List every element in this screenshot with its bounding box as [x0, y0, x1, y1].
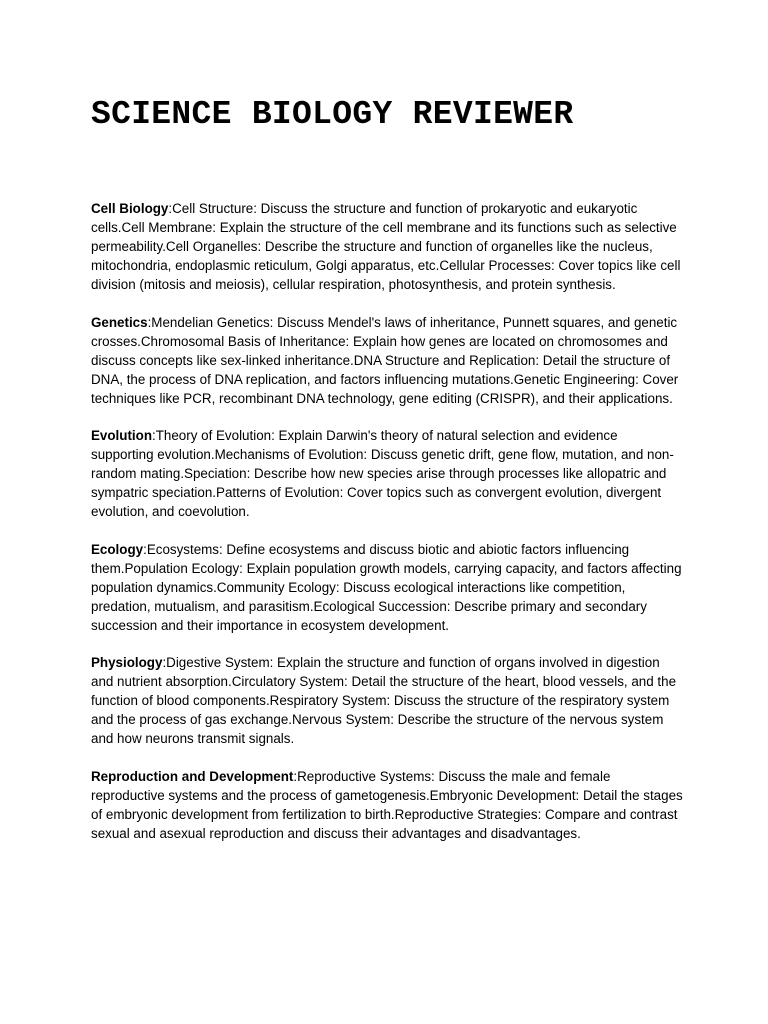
section-heading: Cell Biology	[91, 201, 169, 216]
section-heading: Ecology	[91, 541, 144, 557]
section-reproduction-and-development	[91, 767, 683, 843]
section-heading: Evolution	[91, 428, 152, 443]
document-body	[91, 199, 683, 861]
page-title: SCIENCE BIOLOGY REVIEWER	[91, 96, 574, 133]
section-genetics	[91, 313, 683, 408]
section-body: :Ecosystems: Define ecosystems and discuss biotic and abiotic factors influencing them.Population Ecology: Explain population growth models, carrying capacity, and factors affecting population dynamics.Community Ecology: Discuss ecological interactions like competition, predation, mutualism, and parasitism.Ecological Succession: Describe primary and secondary succession and their importance in ecosystem development.	[91, 541, 682, 633]
section-ecology	[91, 540, 683, 635]
section-evolution	[91, 426, 683, 521]
section-body: :Digestive System: Explain the structure and function of organs involved in digestion and nutrient absorption.Circulatory System: Detail the structure of the heart, blood vessels, and the function of blood components.Respiratory System: Discuss the structure of the respiratory system and the process of gas exchange.Nervous System: Describe the structure of the nervous system and how neurons transmit signals.	[91, 655, 677, 746]
section-body: :Cell Structure: Discuss the structure and function of prokaryotic and eukaryotic cells.Cell Membrane: Explain the structure of the cell membrane and its functions such as selective permeability.Cell Organelles: Describe the structure and function of organelles like the nucleus, mitochondria, endoplasmic reticulum, Golgi apparatus, etc.Cellular Processes: Cover topics like cell division (mitosis and meiosis), cellular respiration, photosynthesis, and protein synthesis.	[91, 201, 681, 292]
section-body: :Theory of Evolution: Explain Darwin's theory of natural selection and evidence supporting evolution.Mechanisms of Evolution: Discuss genetic drift, gene flow, mutation, and non-random mating.Speciation: Describe how new species arise through processes like allopatric and sympatric speciation.Patterns of Evolution: Cover topics such as convergent evolution, divergent evolution, and coevolution.	[91, 428, 674, 519]
section-heading: Physiology	[91, 655, 163, 670]
section-heading: Genetics	[91, 314, 148, 330]
section-body: :Mendelian Genetics: Discuss Mendel's laws of inheritance, Punnett squares, and genetic crosses.Chromosomal Basis of Inheritance: Explain how genes are located on chromosomes and discuss concepts like sex-linked inheritance.DNA Structure and Replication: Detail the structure of DNA, the process of DNA replication, and factors influencing mutations.Genetic Engineering: Cover techniques like PCR, recombinant DNA technology, gene editing (CRISPR), and their applications.	[91, 314, 679, 406]
section-physiology	[91, 653, 683, 748]
section-body: :Reproductive Systems: Discuss the male and female reproductive systems and the process of gametogenesis.Embryonic Development: Detail the stages of embryonic development from fertilization to birth.Reproductive Strategies: Compare and contrast sexual and asexual reproduction and discuss their advantages and disadvantages.	[91, 768, 683, 841]
section-cell-biology	[91, 199, 683, 294]
section-heading: Reproduction and Development	[91, 768, 294, 784]
